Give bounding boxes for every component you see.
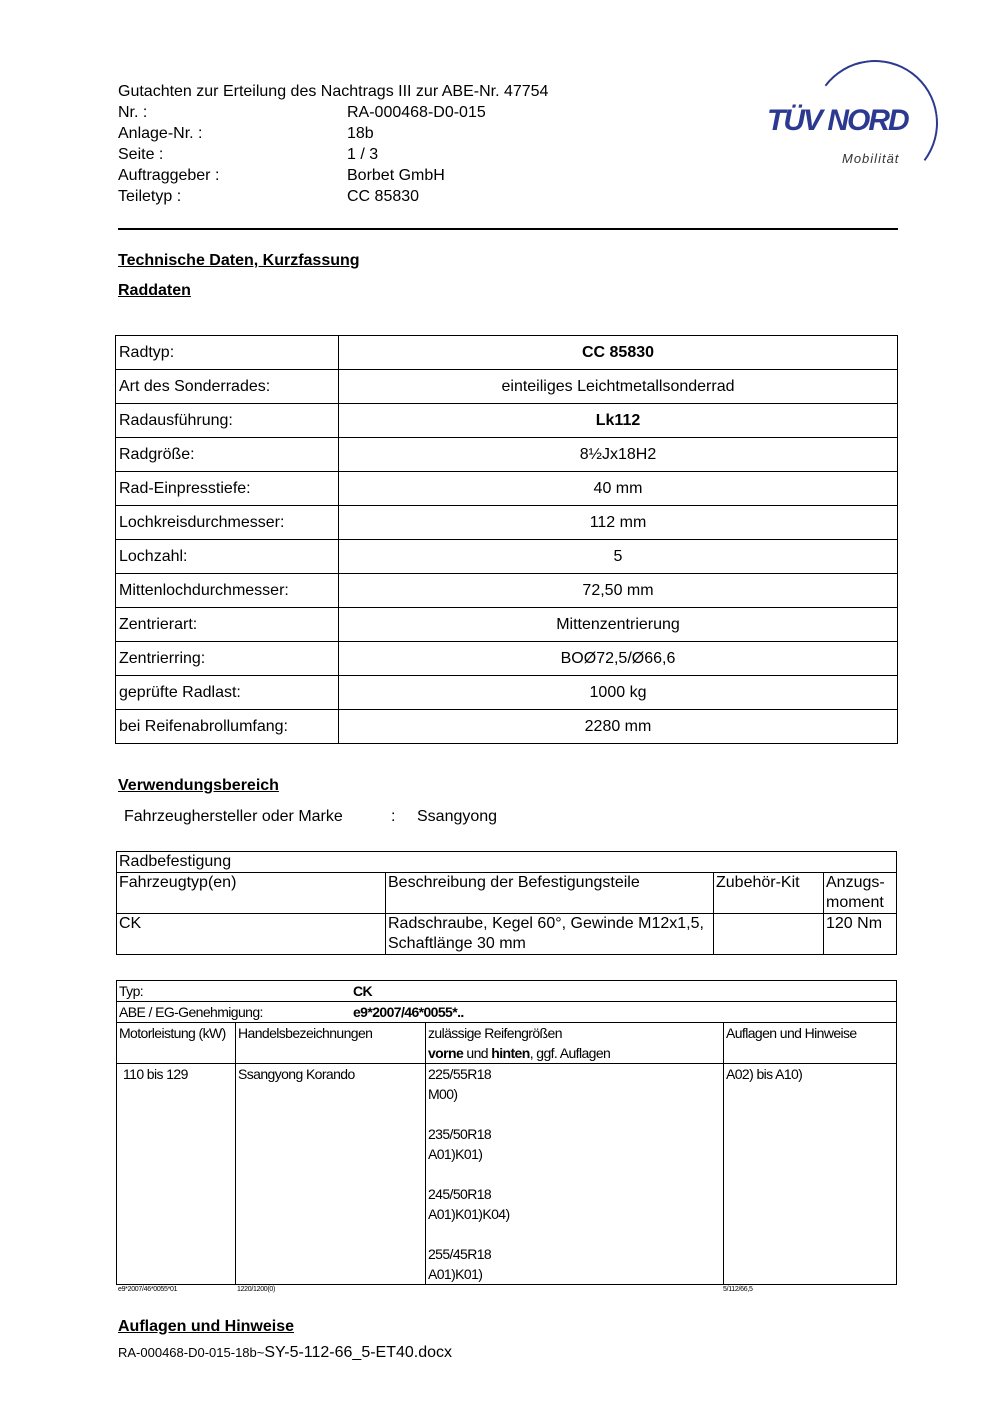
- row-value: einteiliges Leichtmetallsonderrad: [339, 370, 898, 404]
- row-value: CC 85830: [339, 336, 898, 370]
- filename-part1: RA-000468-D0-015-18b~: [118, 1345, 265, 1360]
- column-header: Motorleistung (kW): [117, 1023, 236, 1064]
- header-value: RA-000468-D0-015: [347, 104, 486, 121]
- row-label: Zentrierring:: [116, 642, 339, 676]
- table-row: [116, 438, 898, 472]
- header-label: Nr. :: [118, 104, 148, 121]
- section-title-verwendungsbereich: Verwendungsbereich: [118, 777, 279, 794]
- header-row-auftraggeber: [118, 165, 548, 186]
- header-row-seite: [118, 144, 548, 165]
- section-subtitle-raddaten: Raddaten: [118, 282, 191, 299]
- usage-value: Ssangyong: [417, 808, 498, 825]
- tyre-line: 255/45R18: [428, 1246, 492, 1262]
- tyre-line: A01)K01): [428, 1266, 483, 1282]
- tyre-line: [428, 1104, 721, 1124]
- document-filename: [118, 1344, 452, 1362]
- radbefestigung-table: [116, 851, 897, 955]
- row-value: 2280 mm: [339, 710, 898, 744]
- header-label: Anlage-Nr. :: [118, 125, 203, 142]
- tyres-front-label: vorne: [428, 1045, 464, 1061]
- row-value: 72,50 mm: [339, 574, 898, 608]
- cell-fahrzeugtyp: CK: [117, 914, 386, 955]
- row-label: Radausführung:: [116, 404, 339, 438]
- row-value: 40 mm: [339, 472, 898, 506]
- footnote-left: e9*2007/46*0055*01: [118, 1286, 178, 1293]
- table-header-row: [117, 873, 897, 914]
- header-row-nr: [118, 102, 548, 123]
- cell-power: 110 bis 129: [117, 1064, 236, 1285]
- column-header: Fahrzeugtyp(en): [117, 873, 386, 914]
- header-label: Teiletyp :: [118, 188, 182, 205]
- tyre-line: [428, 1164, 721, 1184]
- tuev-nord-logo: [762, 56, 942, 171]
- table-header-row: [117, 1023, 897, 1064]
- row-label: Rad-Einpresstiefe:: [116, 472, 339, 506]
- tyres-rear-label: hinten: [491, 1045, 530, 1061]
- tyres-header-line1: zulässige Reifengrößen: [428, 1025, 562, 1041]
- tyre-line: M00): [428, 1086, 458, 1102]
- tyres-header-line2: [428, 1043, 721, 1063]
- abe-row: [117, 1002, 897, 1023]
- typ-value: CK: [353, 983, 373, 999]
- table-row: [117, 914, 897, 955]
- table-row: [116, 506, 898, 540]
- header-value: CC 85830: [347, 188, 420, 205]
- column-header-tyres: [426, 1023, 724, 1064]
- table-row: [116, 574, 898, 608]
- header-value: Borbet GmbH: [347, 167, 445, 184]
- section-title-auflagen: Auflagen und Hinweise: [118, 1318, 295, 1335]
- logo-brand-text: TÜV NORD: [767, 104, 908, 137]
- row-label: geprüfte Radlast:: [116, 676, 339, 710]
- header-value: 1 / 3: [347, 146, 379, 163]
- row-label: bei Reifenabrollumfang:: [116, 710, 339, 744]
- table-row: [117, 981, 897, 1002]
- usage-label: Fahrzeughersteller oder Marke: [124, 808, 343, 825]
- row-label: Lochkreisdurchmesser:: [116, 506, 339, 540]
- tyre-line: 225/55R18: [428, 1066, 492, 1082]
- usage-line: [124, 808, 497, 826]
- table-row: [116, 404, 898, 438]
- table-row: [117, 852, 897, 873]
- logo-subtitle: Mobilität: [842, 151, 900, 166]
- row-label: Radgröße:: [116, 438, 339, 472]
- tyre-line: A01)K01)K04): [428, 1206, 510, 1222]
- footnote-right: 5/112/66,5: [723, 1286, 753, 1293]
- row-value: 112 mm: [339, 506, 898, 540]
- document-title: Gutachten zur Erteilung des Nachtrags III zur ABE-Nr. 47754: [118, 83, 549, 100]
- tyre-line: 245/50R18: [428, 1186, 492, 1202]
- cell-tyres: [426, 1064, 724, 1285]
- tyre-line: A01)K01): [428, 1146, 483, 1162]
- row-value: BOØ72,5/Ø66,6: [339, 642, 898, 676]
- table-row: [117, 1064, 897, 1285]
- row-label: Art des Sonderrades:: [116, 370, 339, 404]
- table-row: [116, 540, 898, 574]
- row-label: Zentrierart:: [116, 608, 339, 642]
- tyre-line: [428, 1224, 721, 1244]
- section-title-technische-daten: Technische Daten, Kurzfassung: [118, 252, 360, 269]
- table-row: [116, 336, 898, 370]
- tyres-rest-label: , ggf. Auflagen: [529, 1045, 611, 1061]
- footnote-mid: 1220/1200(0): [237, 1286, 276, 1293]
- header-row-teiletyp: [118, 186, 548, 207]
- row-label: Radtyp:: [116, 336, 339, 370]
- column-header: Zubehör-Kit: [714, 873, 824, 914]
- table-row: [116, 370, 898, 404]
- table-row: [116, 472, 898, 506]
- row-value: Mittenzentrierung: [339, 608, 898, 642]
- row-label: Lochzahl:: [116, 540, 339, 574]
- row-value: Lk112: [339, 404, 898, 438]
- table-row: [117, 1002, 897, 1023]
- cell-name: Ssangyong Korando: [236, 1064, 426, 1285]
- cell-anzugsmoment: 120 Nm: [824, 914, 897, 955]
- column-header: Anzugs-moment: [824, 873, 897, 914]
- abe-label: ABE / EG-Genehmigung:: [119, 1004, 263, 1020]
- tyres-und-label: und: [466, 1045, 488, 1061]
- usage-separator: :: [391, 808, 396, 825]
- row-value: 8½Jx18H2: [339, 438, 898, 472]
- tyre-line: 235/50R18: [428, 1126, 492, 1142]
- abe-value: e9*2007/46*0055*..: [353, 1004, 464, 1020]
- table-row: [116, 710, 898, 744]
- type-approval-table: [116, 980, 897, 1285]
- header-value: 18b: [347, 125, 374, 142]
- table-row: [116, 608, 898, 642]
- column-header: Auflagen und Hinweise: [724, 1023, 897, 1064]
- header-label: Auftraggeber :: [118, 167, 220, 184]
- typ-row: [117, 981, 897, 1002]
- raddaten-table: [115, 335, 898, 744]
- cell-zubehoer-kit: [714, 914, 824, 955]
- column-header: Beschreibung der Befestigungsteile: [386, 873, 714, 914]
- cell-beschreibung: Radschraube, Kegel 60°, Gewinde M12x1,5, Schaftlänge 30 mm: [386, 914, 714, 955]
- row-label: Mittenlochdurchmesser:: [116, 574, 339, 608]
- typ-label: Typ:: [119, 983, 144, 999]
- cell-notes: A02) bis A10): [724, 1064, 897, 1285]
- row-value: 1000 kg: [339, 676, 898, 710]
- header-row-anlage: [118, 123, 548, 144]
- document-header: [118, 81, 548, 207]
- header-label: Seite :: [118, 146, 164, 163]
- table-row: [116, 642, 898, 676]
- radbefestigung-title: Radbefestigung: [117, 852, 897, 873]
- column-header: Handelsbezeichnungen: [236, 1023, 426, 1064]
- filename-part2: SY-5-112-66_5-ET40.docx: [264, 1344, 453, 1361]
- table-row: [116, 676, 898, 710]
- row-value: 5: [339, 540, 898, 574]
- header-divider: [118, 228, 898, 230]
